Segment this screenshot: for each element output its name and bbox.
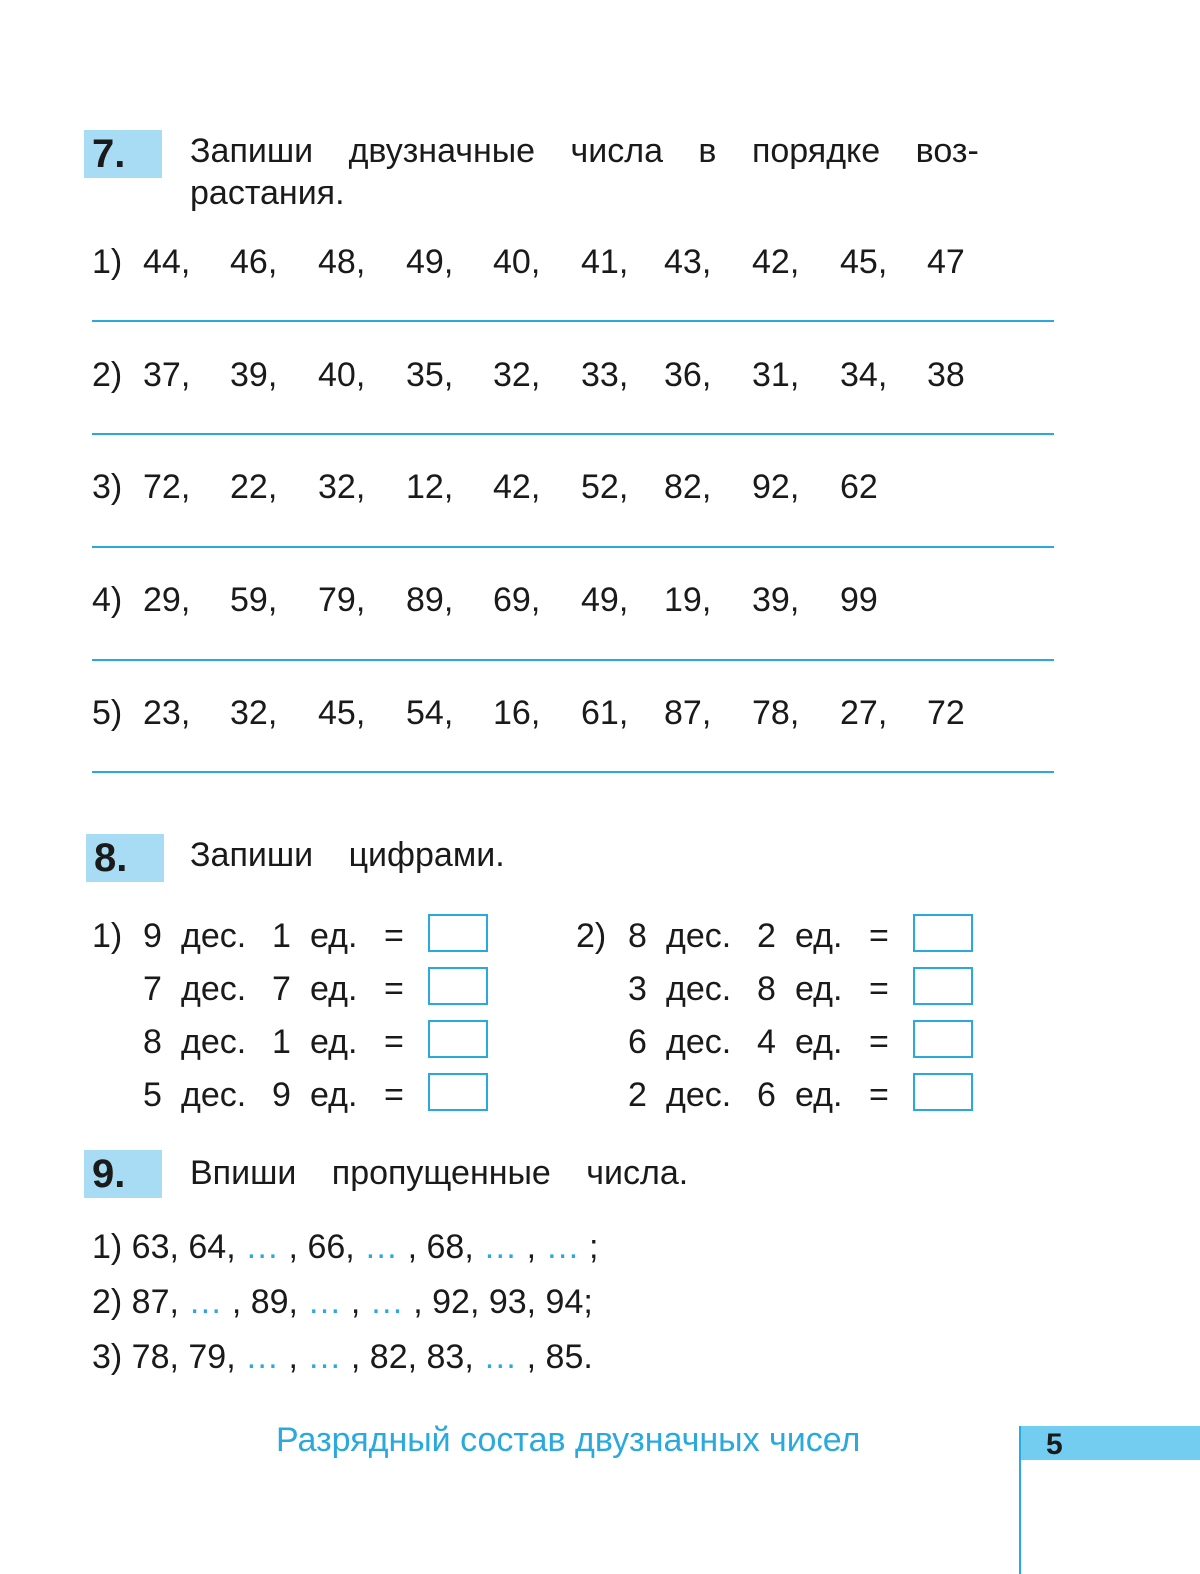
task-8-ed-word: ед. bbox=[310, 970, 358, 1008]
task-7-number: 44, bbox=[143, 243, 191, 281]
task-8-number: 8. bbox=[86, 834, 164, 882]
missing-number-blank[interactable]: … bbox=[188, 1283, 223, 1321]
task-7-number: 35, bbox=[406, 356, 454, 394]
task-7-answer-line[interactable] bbox=[92, 659, 1054, 661]
missing-number-blank[interactable]: … bbox=[245, 1338, 280, 1376]
task-7-number: 42, bbox=[493, 468, 541, 506]
task-8-units-digit: 9 bbox=[272, 1076, 291, 1114]
task-8-answer-box[interactable] bbox=[913, 1073, 973, 1111]
task-8-answer-box[interactable] bbox=[428, 914, 488, 952]
task-8-answer-box[interactable] bbox=[428, 1073, 488, 1111]
task-7-number: 39, bbox=[230, 356, 278, 394]
task-8-answer-box[interactable] bbox=[913, 967, 973, 1005]
task-7-number: 43, bbox=[664, 243, 712, 281]
task-8-tens-digit: 8 bbox=[628, 917, 647, 955]
missing-number-blank[interactable]: … bbox=[483, 1338, 518, 1376]
task-7-number: 62 bbox=[840, 468, 878, 506]
task-8-units-digit: 1 bbox=[272, 1023, 291, 1061]
sequence-text: , 82, 83, bbox=[341, 1338, 484, 1376]
task-7-number: 32, bbox=[230, 694, 278, 732]
task-7-number: 49, bbox=[581, 581, 629, 619]
missing-number-blank[interactable]: … bbox=[307, 1283, 342, 1321]
task-7-number: 29, bbox=[143, 581, 191, 619]
task-7-number: 27, bbox=[840, 694, 888, 732]
task-8-ed-word: ед. bbox=[795, 1076, 843, 1114]
task-7-number: 92, bbox=[752, 468, 800, 506]
task-8-tens-digit: 9 bbox=[143, 917, 162, 955]
task-7-answer-line[interactable] bbox=[92, 771, 1054, 773]
task-7-number: 39, bbox=[752, 581, 800, 619]
task-7-number: 89, bbox=[406, 581, 454, 619]
task-7-number: 87, bbox=[664, 694, 712, 732]
task-7-number: 34, bbox=[840, 356, 888, 394]
task-8-ed-word: ед. bbox=[310, 917, 358, 955]
task-7-number: 38 bbox=[927, 356, 965, 394]
task-7-instruction-cont: растания. bbox=[190, 174, 345, 212]
task-8-tens-digit: 8 bbox=[143, 1023, 162, 1061]
task-8-ed-word: ед. bbox=[795, 917, 843, 955]
task-7-number: 40, bbox=[493, 243, 541, 281]
task-9-sequence bbox=[92, 1337, 593, 1377]
task-8-answer-box[interactable] bbox=[428, 1020, 488, 1058]
task-7-number: 79, bbox=[318, 581, 366, 619]
task-8-dec-word: дес. bbox=[666, 1023, 732, 1061]
sequence-text: 3) 78, 79, bbox=[92, 1338, 246, 1376]
task-7-number: 54, bbox=[406, 694, 454, 732]
task-7-answer-line[interactable] bbox=[92, 546, 1054, 548]
page-edge-rule bbox=[1019, 1426, 1021, 1574]
task-8-ed-word: ед. bbox=[310, 1023, 358, 1061]
task-8-dec-word: дес. bbox=[181, 917, 247, 955]
task-8-instruction: Запиши цифрами. bbox=[190, 836, 505, 874]
task-7-number: 52, bbox=[581, 468, 629, 506]
task-7-number: 45, bbox=[840, 243, 888, 281]
task-9-sequence bbox=[92, 1227, 598, 1267]
task-7-number: 41, bbox=[581, 243, 629, 281]
task-8-ed-word: ед. bbox=[795, 1023, 843, 1061]
task-8-ed-word: ед. bbox=[310, 1076, 358, 1114]
task-7-instruction: Запиши двузначные числа в порядке воз- bbox=[190, 132, 979, 170]
sequence-text: ; bbox=[579, 1228, 599, 1266]
task-7-number: 47 bbox=[927, 243, 965, 281]
task-8-tens-digit: 5 bbox=[143, 1076, 162, 1114]
task-7-row-label: 5) bbox=[92, 694, 123, 732]
task-9-sequence bbox=[92, 1282, 593, 1322]
task-7-number: 69, bbox=[493, 581, 541, 619]
task-7-row-label: 4) bbox=[92, 581, 123, 619]
task-7-row-label: 1) bbox=[92, 243, 123, 281]
task-8-equals-sign: = bbox=[869, 1076, 889, 1114]
task-7-row-label: 2) bbox=[92, 356, 123, 394]
task-7-number: 16, bbox=[493, 694, 541, 732]
task-8-ed-word: ед. bbox=[795, 970, 843, 1008]
task-7-number: 31, bbox=[752, 356, 800, 394]
task-8-answer-box[interactable] bbox=[913, 1020, 973, 1058]
task-7-number: 45, bbox=[318, 694, 366, 732]
task-7-row-label: 3) bbox=[92, 468, 123, 506]
footer-title: Разрядный состав двузначных чисел bbox=[276, 1421, 861, 1459]
sequence-text: , 66, bbox=[279, 1228, 365, 1266]
task-7-number: 7. bbox=[84, 130, 162, 178]
task-8-units-digit: 4 bbox=[757, 1023, 776, 1061]
task-7-answer-line[interactable] bbox=[92, 433, 1054, 435]
sequence-text: , 89, bbox=[222, 1283, 308, 1321]
missing-number-blank[interactable]: … bbox=[545, 1228, 580, 1266]
task-8-equals-sign: = bbox=[869, 1023, 889, 1061]
task-7-number: 61, bbox=[581, 694, 629, 732]
task-8-units-digit: 2 bbox=[757, 917, 776, 955]
task-8-dec-word: дес. bbox=[666, 1076, 732, 1114]
missing-number-blank[interactable]: … bbox=[483, 1228, 518, 1266]
task-8-equals-sign: = bbox=[384, 1076, 404, 1114]
task-7-number: 59, bbox=[230, 581, 278, 619]
sequence-text: , bbox=[341, 1283, 370, 1321]
task-7-number: 99 bbox=[840, 581, 878, 619]
task-7-number: 23, bbox=[143, 694, 191, 732]
task-7-number: 12, bbox=[406, 468, 454, 506]
task-7-number: 46, bbox=[230, 243, 278, 281]
task-7-number: 32, bbox=[318, 468, 366, 506]
task-7-answer-line[interactable] bbox=[92, 320, 1054, 322]
task-9-number: 9. bbox=[84, 1150, 162, 1198]
task-8-dec-word: дес. bbox=[666, 917, 732, 955]
missing-number-blank[interactable]: … bbox=[307, 1338, 342, 1376]
task-8-units-digit: 8 bbox=[757, 970, 776, 1008]
task-7-number: 22, bbox=[230, 468, 278, 506]
task-8-col2-label: 2) bbox=[576, 917, 607, 955]
task-8-equals-sign: = bbox=[869, 970, 889, 1008]
sequence-text: 1) 63, 64, bbox=[92, 1228, 246, 1266]
task-8-answer-box[interactable] bbox=[913, 914, 973, 952]
missing-number-blank[interactable]: … bbox=[245, 1228, 280, 1266]
sequence-text: , 92, 93, 94; bbox=[403, 1283, 593, 1321]
task-8-tens-digit: 6 bbox=[628, 1023, 647, 1061]
task-8-units-digit: 7 bbox=[272, 970, 291, 1008]
task-7-number: 37, bbox=[143, 356, 191, 394]
task-8-tens-digit: 2 bbox=[628, 1076, 647, 1114]
task-7-number: 32, bbox=[493, 356, 541, 394]
task-8-dec-word: дес. bbox=[181, 1076, 247, 1114]
task-8-equals-sign: = bbox=[384, 1023, 404, 1061]
task-8-dec-word: дес. bbox=[666, 970, 732, 1008]
task-7-number: 72 bbox=[927, 694, 965, 732]
task-7-number: 19, bbox=[664, 581, 712, 619]
task-8-dec-word: дес. bbox=[181, 970, 247, 1008]
sequence-text: , 68, bbox=[398, 1228, 484, 1266]
task-7-number: 82, bbox=[664, 468, 712, 506]
task-8-tens-digit: 3 bbox=[628, 970, 647, 1008]
sequence-text: , bbox=[279, 1338, 308, 1376]
sequence-text: , 85. bbox=[517, 1338, 593, 1376]
task-7-number: 42, bbox=[752, 243, 800, 281]
task-7-number: 72, bbox=[143, 468, 191, 506]
task-7-number: 48, bbox=[318, 243, 366, 281]
task-8-tens-digit: 7 bbox=[143, 970, 162, 1008]
missing-number-blank[interactable]: … bbox=[369, 1283, 404, 1321]
task-9-instruction: Впиши пропущенные числа. bbox=[190, 1154, 689, 1192]
task-7-number: 49, bbox=[406, 243, 454, 281]
task-8-equals-sign: = bbox=[384, 917, 404, 955]
sequence-text: , bbox=[517, 1228, 546, 1266]
task-8-units-digit: 1 bbox=[272, 917, 291, 955]
sequence-text: 2) 87, bbox=[92, 1283, 189, 1321]
page-number: 5 bbox=[1046, 1428, 1063, 1461]
task-7-number: 78, bbox=[752, 694, 800, 732]
task-8-equals-sign: = bbox=[869, 917, 889, 955]
task-8-equals-sign: = bbox=[384, 970, 404, 1008]
missing-number-blank[interactable]: … bbox=[364, 1228, 399, 1266]
task-8-answer-box[interactable] bbox=[428, 967, 488, 1005]
task-7-number: 40, bbox=[318, 356, 366, 394]
task-7-number: 33, bbox=[581, 356, 629, 394]
task-8-dec-word: дес. bbox=[181, 1023, 247, 1061]
task-7-number: 36, bbox=[664, 356, 712, 394]
task-8-col1-label: 1) bbox=[92, 917, 123, 955]
task-8-units-digit: 6 bbox=[757, 1076, 776, 1114]
